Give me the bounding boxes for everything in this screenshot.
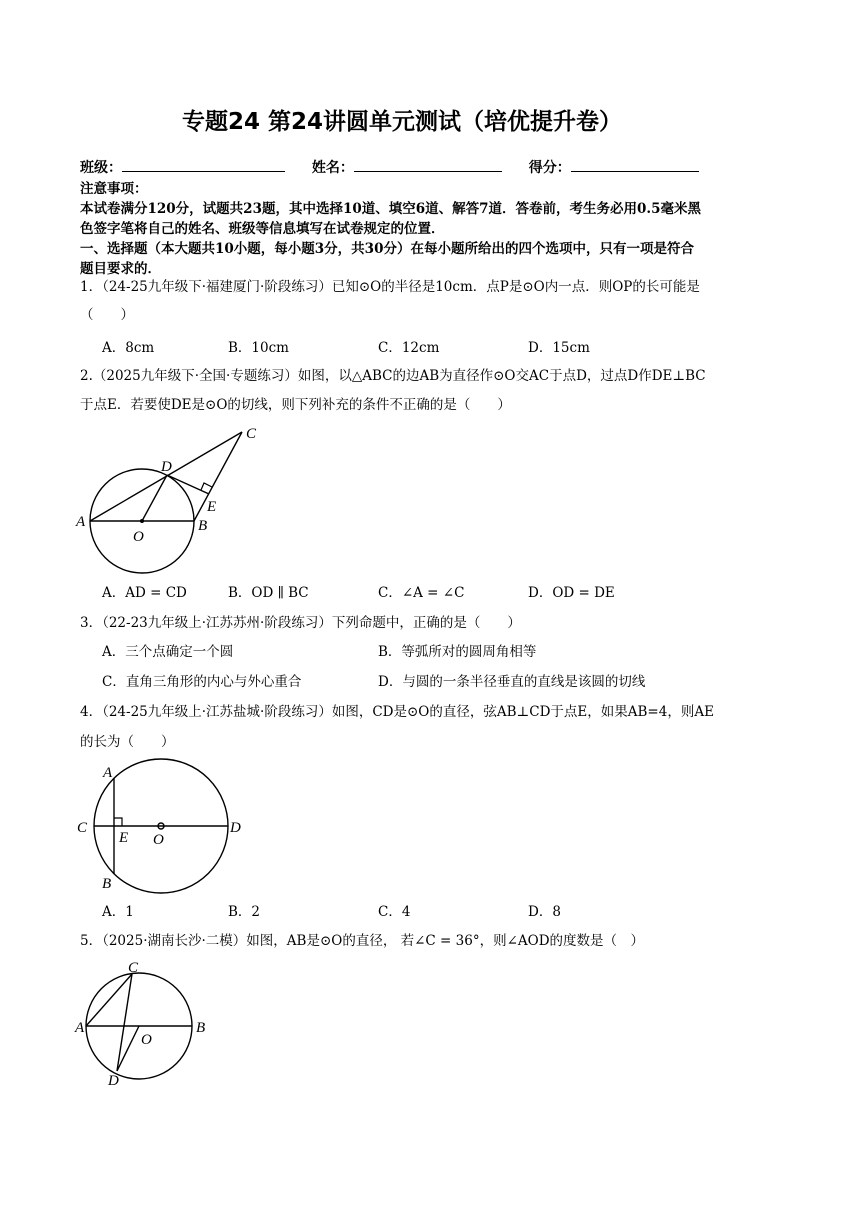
figure2-label-a: A [103, 765, 113, 781]
section-heading-line-1: 一、选择题（本大题共10小题，每小题3分，共30分）在每小题所给出的四个选项中，只有一项是符合 [80, 241, 694, 257]
figure3-label-a: A [75, 1020, 85, 1036]
figure3-label-d: D [108, 1073, 119, 1089]
question-4-option-c: C．4 [378, 904, 411, 920]
question-3-option-d: D．与圆的一条半径垂直的直线是该圆的切线 [378, 674, 646, 690]
question-3-option-c: C．直角三角形的内心与外心重合 [102, 674, 302, 690]
question-4-line-2: 的长为（ ） [80, 734, 175, 750]
figure1-label-e: E [207, 499, 217, 515]
question-2-option-c: C．∠A = ∠C [378, 585, 465, 601]
figure3-label-o: O [141, 1032, 152, 1048]
notice-heading: 注意事项： [80, 181, 148, 197]
score-blank [571, 156, 699, 172]
question-2-line-2: 于点E．若要使DE是⊙O的切线，则下列补充的条件不正确的是（ ） [80, 397, 511, 413]
figure-circle-chord [72, 755, 252, 895]
score-label: 得分： [528, 160, 571, 176]
question-1-option-c: C．12cm [378, 340, 440, 356]
class-blank [122, 156, 285, 172]
question-1-option-b: B．10cm [228, 340, 289, 356]
question-1-option-a: A．8cm [102, 340, 155, 356]
figure1-label-c: C [246, 426, 257, 442]
notice-line-2: 色签字笔将自己的姓名、班级等信息填写在试卷规定的位置． [80, 221, 445, 237]
figure1-label-o: O [133, 529, 144, 545]
question-2-option-b: B．OD ∥ BC [228, 585, 309, 601]
info-row [80, 156, 699, 177]
question-1-line-1: 1．（24-25九年级下·福建厦门·阶段练习）已知⊙O的半径是10cm．点P是⊙O内一点．则OP的长可能是 [80, 279, 700, 295]
figure1-label-d: D [161, 459, 172, 475]
question-5-line-1: 5．（2025·湖南长沙·二模）如图，AB是⊙O的直径， 若∠C = 36°，则∠AOD的度数是（ ） [80, 933, 645, 949]
figure2-label-d: D [230, 820, 241, 836]
question-2-line-1: 2.（2025九年级下·全国·专题练习）如图，以△ABC的边AB为直径作⊙O交AC于点D，过点D作DE⊥BC [80, 368, 706, 384]
question-3-line-1: 3．（22-23九年级上·江苏苏州·阶段练习）下列命题中，正确的是（ ） [80, 615, 521, 631]
figure3-label-c: C [128, 960, 139, 976]
figure-circle-triangle [72, 420, 272, 580]
question-1-line-2: （ ） [80, 307, 134, 323]
question-1-option-d: D．15cm [528, 340, 590, 356]
question-2-option-d: D．OD = DE [528, 585, 615, 601]
question-4-option-a: A．1 [102, 904, 134, 920]
question-4-option-d: D．8 [528, 904, 561, 920]
figure3-label-b: B [196, 1020, 206, 1036]
page-title: 专题24 第24讲圆单元测试（培优提升卷） [182, 109, 623, 135]
name-label: 姓名： [311, 160, 354, 176]
figure2-label-c: C [77, 820, 88, 836]
class-label: 班级： [80, 160, 122, 176]
question-3-option-a: A．三个点确定一个圆 [102, 644, 234, 660]
figure2-label-o: O [153, 832, 164, 848]
question-4-option-b: B．2 [228, 904, 261, 920]
figure2-label-e: E [119, 830, 129, 846]
figure2-label-b: B [102, 876, 112, 892]
question-4-line-1: 4．（24-25九年级上·江苏盐城·阶段练习）如图，CD是⊙O的直径，弦AB⊥CD于点E，如果AB=4，则AE [80, 704, 714, 720]
figure1-label-a: A [76, 514, 86, 530]
name-blank [354, 156, 502, 172]
question-3-option-b: B．等弧所对的圆周角相等 [378, 644, 537, 660]
figure1-label-b: B [198, 518, 208, 534]
question-2-option-a: A．AD = CD [102, 585, 187, 601]
figure-circle-inscribed-angle [72, 958, 222, 1093]
section-heading-line-2: 题目要求的． [80, 261, 161, 277]
notice-line-1: 本试卷满分120分，试题共23题，其中选择10道、填空6道、解答7道．答卷前，考生务必用0.5毫米黑 [80, 201, 702, 217]
